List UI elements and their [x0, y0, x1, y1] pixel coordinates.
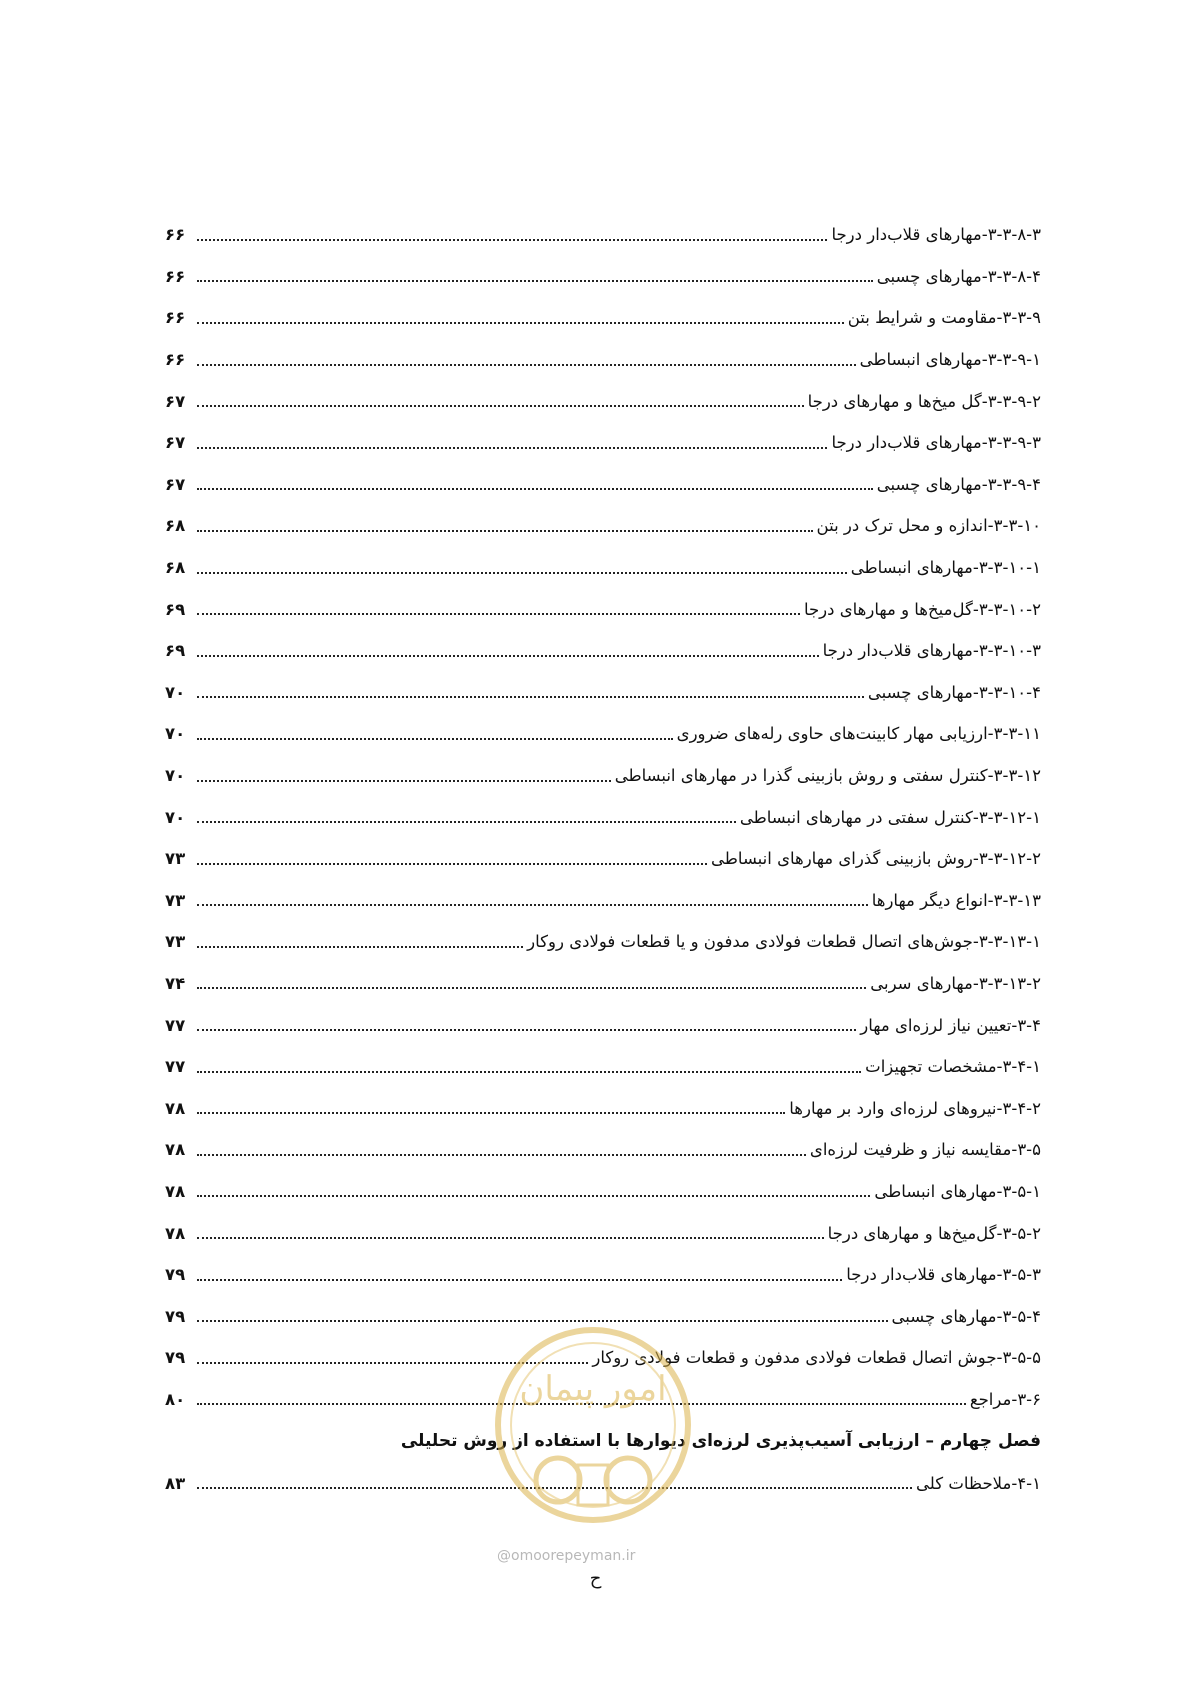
- toc-entry-number: ۳-۵-۲-: [996, 1223, 1041, 1243]
- dot-leader: [197, 904, 868, 906]
- toc-entry-number: ۳-۳-۱۳-۱-: [972, 932, 1041, 952]
- toc-entry-title: مشخصات تجهیزات: [865, 1057, 997, 1077]
- toc-entry-title: مهارهای انبساطی: [850, 558, 973, 578]
- toc-entry-title: گل‌میخ‌ها و مهارهای درجا: [827, 1223, 997, 1243]
- toc-entry-page: ۶۷: [165, 391, 186, 411]
- toc-entry: [165, 339, 1041, 381]
- toc-entry-number: ۳-۴-۱-: [996, 1057, 1041, 1077]
- toc-entry-number: ۳-۴-: [1011, 1015, 1041, 1035]
- toc-entry-title: انواع دیگر مهارها: [871, 890, 988, 910]
- toc-entry-title: ارزیابی مهار کابینت‌های حاوی رله‌های ضروری: [676, 724, 988, 744]
- toc-entry: [165, 588, 1041, 630]
- dot-leader: [197, 696, 864, 698]
- toc-entry: [165, 838, 1041, 880]
- toc-entry-page: ۷۳: [165, 932, 186, 952]
- toc-entry-number: ۳-۳-۹-۳-: [981, 433, 1041, 453]
- toc-entry-number: ۳-۵-: [1011, 1140, 1041, 1160]
- dot-leader: [197, 613, 800, 615]
- toc-entry-page: ۷۸: [165, 1140, 186, 1160]
- dot-leader: [197, 863, 707, 865]
- dot-leader: [197, 405, 804, 407]
- toc-entry: [165, 214, 1041, 256]
- toc-entry-page: ۶۹: [165, 599, 186, 619]
- toc-entry-number: ۳-۳-۱۳-: [987, 890, 1041, 910]
- toc-entry-title: مقایسه نیاز و ظرفیت لرزه‌ای: [809, 1140, 1012, 1160]
- toc-entry-number: ۳-۳-۹-۴-: [981, 474, 1041, 494]
- page-number: ح: [589, 1568, 602, 1589]
- toc-entry-page: ۷۰: [165, 724, 186, 744]
- toc-entry-page: ۷۹: [165, 1348, 186, 1368]
- toc-entry-number: ۳-۳-۱۳-۲-: [972, 973, 1041, 993]
- toc-entry-page: ۷۰: [165, 807, 186, 827]
- toc-entry-title: مهارهای چسبی: [876, 266, 982, 286]
- dot-leader: [197, 655, 819, 657]
- toc-entry-number: ۴-۱-: [1011, 1473, 1041, 1493]
- dot-leader: [197, 322, 844, 324]
- toc-entry-page: ۷۷: [165, 1057, 186, 1077]
- toc-entry-page: ۶۶: [165, 225, 186, 245]
- toc-entry-page: ۶۶: [165, 308, 186, 328]
- dot-leader: [197, 780, 611, 782]
- toc-entry-title: مهارهای انبساطی: [859, 350, 982, 370]
- toc-entry-page: ۷۳: [165, 890, 186, 910]
- toc-entry: [165, 464, 1041, 506]
- toc-entry-title: مراجع: [969, 1389, 1012, 1409]
- toc-entry-page: ۷۰: [165, 766, 186, 786]
- toc-entry-title: مهارهای چسبی: [867, 682, 973, 702]
- toc-entry-page: ۶۷: [165, 474, 186, 494]
- toc-entry-number: ۳-۳-۱۲-۲-: [972, 849, 1041, 869]
- chapter-heading: فصل چهارم – ارزیابی آسیب‌پذیری لرزه‌ای دیوارها با استفاده از روش تحلیلی: [400, 1431, 1041, 1452]
- toc-entry: [165, 1004, 1041, 1046]
- toc-entry-page: ۷۰: [165, 682, 186, 702]
- dot-leader: [197, 987, 866, 989]
- toc-entry-number: ۳-۳-۱۰-۴-: [972, 682, 1041, 702]
- toc-entry: [165, 547, 1041, 589]
- toc-entry-title: مهارهای چسبی: [891, 1306, 997, 1326]
- toc-entry: [165, 256, 1041, 298]
- dot-leader: [197, 1279, 842, 1281]
- toc-entry-number: ۳-۳-۹-۱-: [981, 350, 1041, 370]
- dot-leader: [197, 1029, 856, 1031]
- toc-entry: [165, 1087, 1041, 1129]
- toc-entry-number: ۳-۵-۴-: [996, 1306, 1041, 1326]
- toc-entry-page: ۷۸: [165, 1098, 186, 1118]
- toc-entry-page: ۷۴: [165, 973, 186, 993]
- toc-entry-title: روش بازبینی گذرای مهارهای انبساطی: [711, 849, 973, 869]
- dot-leader: [197, 488, 873, 490]
- toc-entry-number: ۳-۳-۸-۴-: [981, 266, 1041, 286]
- dot-leader: [197, 239, 827, 241]
- toc-entry-page: ۶۶: [165, 266, 186, 286]
- dot-leader: [197, 1237, 824, 1239]
- toc-entry-title: اندازه و محل ترک در بتن: [816, 516, 988, 536]
- toc-entry-number: ۳-۳-۱۰-۲-: [972, 599, 1041, 619]
- toc-entry-number: ۳-۶-: [1011, 1389, 1041, 1409]
- dot-leader: [197, 572, 847, 574]
- toc-entry-title: نیروهای لرزه‌ای وارد بر مهارها: [789, 1098, 997, 1118]
- dot-leader: [197, 1195, 870, 1197]
- toc-entry-number: ۳-۳-۹-: [996, 308, 1041, 328]
- toc-entry: [165, 880, 1041, 922]
- toc-entry-number: ۳-۳-۱۲-۱-: [972, 807, 1041, 827]
- watermark-logo: [488, 1315, 698, 1575]
- toc-entry: [165, 921, 1041, 963]
- toc-entry: [165, 380, 1041, 422]
- dot-leader: [197, 946, 523, 948]
- toc-entry-page: ۸۰: [165, 1389, 186, 1409]
- toc-entry-number: ۳-۳-۱۱-: [987, 724, 1041, 744]
- toc-entry: [165, 755, 1041, 797]
- dot-leader: [197, 1112, 785, 1114]
- toc-entry-title: مهارهای سربی: [870, 973, 973, 993]
- toc-entry: [165, 297, 1041, 339]
- toc-entry-number: ۳-۵-۱-: [996, 1181, 1041, 1201]
- toc-entry-page: ۷۹: [165, 1306, 186, 1326]
- toc-entry-page: ۶۸: [165, 558, 186, 578]
- dot-leader: [197, 530, 813, 532]
- toc-entry-page: ۸۳: [165, 1473, 186, 1493]
- dot-leader: [197, 738, 673, 740]
- toc-entry: [165, 672, 1041, 714]
- watermark-logo-text: امور پیمان: [519, 1369, 667, 1409]
- toc-entry: [165, 1254, 1041, 1296]
- toc-entry-title: ملاحظات کلی: [916, 1473, 1012, 1493]
- dot-leader: [197, 821, 736, 823]
- toc-entry-number: ۳-۳-۱۰-: [987, 516, 1041, 536]
- toc-entry-title: گل میخ‌ها و مهارهای درجا: [807, 391, 982, 411]
- toc-entry-title: کنترل سفتی و روش بازبینی گذرا در مهارهای انبساطی: [614, 766, 988, 786]
- toc-entry-page: ۶۶: [165, 350, 186, 370]
- toc-entry: [165, 1212, 1041, 1254]
- toc-entry-number: ۳-۳-۱۲-: [987, 766, 1041, 786]
- toc-entry-number: ۳-۴-۲-: [996, 1098, 1041, 1118]
- toc-entry: [165, 796, 1041, 838]
- toc-entry-number: ۳-۳-۸-۳-: [981, 225, 1041, 245]
- toc-entry-title: مهارهای قلاب‌دار درجا: [846, 1265, 997, 1285]
- toc-entry-title: جوش اتصال قطعات فولادی مدفون و قطعات فولادی روکار: [592, 1348, 997, 1368]
- toc-entry: [165, 630, 1041, 672]
- toc-entry-page: ۶۷: [165, 433, 186, 453]
- toc-entry-title: مهارهای چسبی: [876, 474, 982, 494]
- watermark-url: @omoorepeyman.ir: [497, 1548, 636, 1564]
- toc-entry-page: ۷۷: [165, 1015, 186, 1035]
- toc-entry-title: جوش‌های اتصال قطعات فولادی مدفون و یا قطعات فولادی روکار: [527, 932, 973, 952]
- toc-entry-title: مقاومت و شرایط بتن: [847, 308, 997, 328]
- toc-entry-number: ۳-۳-۹-۲-: [981, 391, 1041, 411]
- toc-entry-page: ۷۸: [165, 1223, 186, 1243]
- toc-entry: [165, 422, 1041, 464]
- toc-entry-number: ۳-۳-۱۰-۱-: [972, 558, 1041, 578]
- toc-entry-title: مهارهای انبساطی: [874, 1181, 997, 1201]
- toc-entry-number: ۳-۵-۳-: [996, 1265, 1041, 1285]
- dot-leader: [197, 1071, 861, 1073]
- toc-entry-title: گل‌میخ‌ها و مهارهای درجا: [803, 599, 973, 619]
- toc-entry: [165, 1046, 1041, 1088]
- toc-entry: [165, 963, 1041, 1005]
- dot-leader: [197, 280, 873, 282]
- dot-leader: [197, 1154, 806, 1156]
- toc-entry: [165, 1129, 1041, 1171]
- dot-leader: [197, 447, 827, 449]
- toc-entry-title: مهارهای قلاب‌دار درجا: [831, 433, 982, 453]
- toc-entry-title: کنترل سفتی در مهارهای انبساطی: [739, 807, 973, 827]
- toc-entry-page: ۶۸: [165, 516, 186, 536]
- toc-entry-title: تعیین نیاز لرزه‌ای مهار: [860, 1015, 1012, 1035]
- toc-entry-title: مهارهای قلاب‌دار درجا: [822, 641, 973, 661]
- toc-entry: [165, 505, 1041, 547]
- toc-entry: [165, 713, 1041, 755]
- toc-entry-page: ۶۹: [165, 641, 186, 661]
- toc-entry-number: ۳-۳-۱۰-۳-: [972, 641, 1041, 661]
- toc-entry-page: ۷۹: [165, 1265, 186, 1285]
- toc-entry-page: ۷۸: [165, 1181, 186, 1201]
- toc-entry-number: ۳-۵-۵-: [996, 1348, 1041, 1368]
- dot-leader: [197, 364, 856, 366]
- toc-entry-title: مهارهای قلاب‌دار درجا: [831, 225, 982, 245]
- toc-entry: [165, 1171, 1041, 1213]
- toc-entry-page: ۷۳: [165, 849, 186, 869]
- table-of-contents: [165, 214, 1041, 1504]
